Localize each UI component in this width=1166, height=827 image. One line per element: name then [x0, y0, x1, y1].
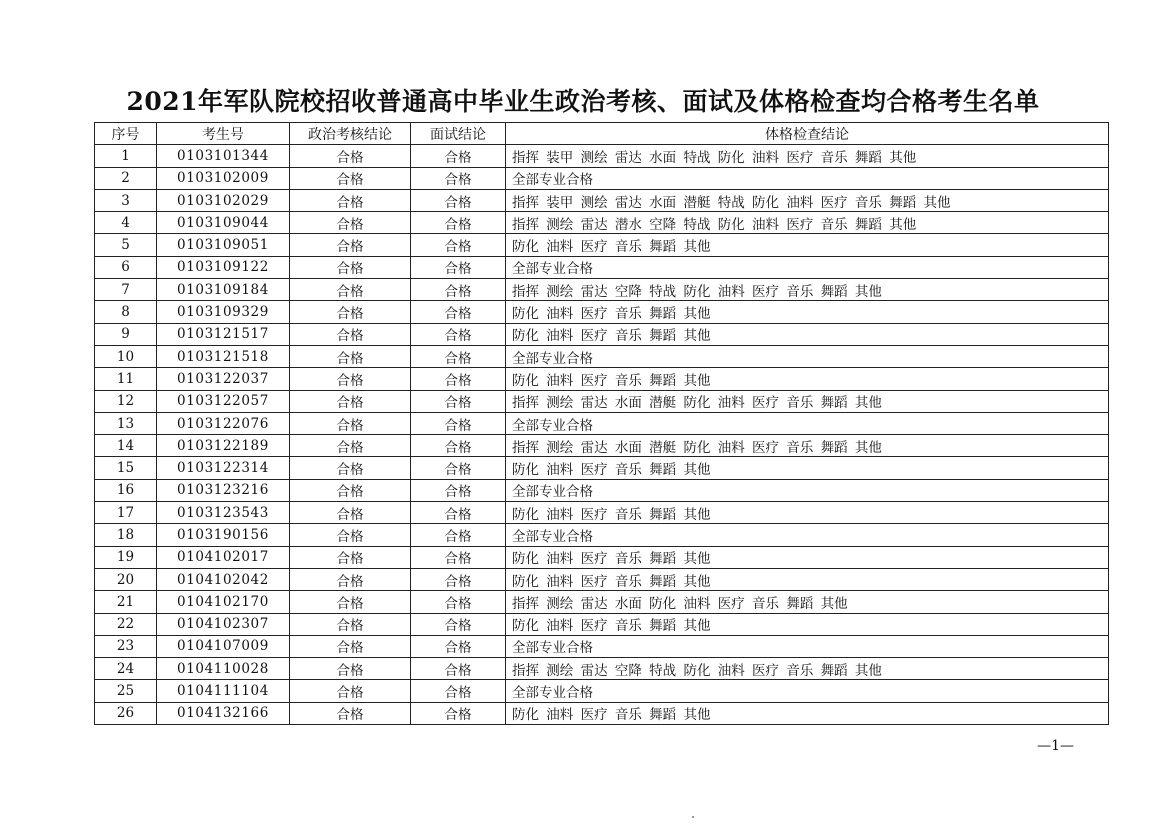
cell-seq: 7 [95, 279, 157, 301]
table-row [95, 345, 1109, 367]
cell-political: 合格 [290, 502, 411, 524]
cell-seq: 23 [95, 635, 157, 657]
table-row [95, 613, 1109, 635]
cell-political: 合格 [290, 568, 411, 590]
cell-seq: 25 [95, 680, 157, 702]
cell-seq: 24 [95, 658, 157, 680]
cell-interview: 合格 [411, 635, 506, 657]
cell-seq: 26 [95, 702, 157, 724]
cell-seq: 6 [95, 256, 157, 278]
cell-exam-id: 0103122189 [157, 435, 290, 457]
cell-physical: 全部专业合格 [506, 256, 1109, 278]
cell-exam-id: 0103109122 [157, 256, 290, 278]
cell-political: 合格 [290, 301, 411, 323]
cell-seq: 16 [95, 479, 157, 501]
cell-exam-id: 0104132166 [157, 702, 290, 724]
cell-interview: 合格 [411, 524, 506, 546]
cell-interview: 合格 [411, 457, 506, 479]
cell-exam-id: 0103122314 [157, 457, 290, 479]
header-exam-id: 考生号 [157, 123, 290, 145]
cell-seq: 2 [95, 167, 157, 189]
cell-exam-id: 0103109044 [157, 212, 290, 234]
scan-artifact-dot [692, 816, 694, 818]
cell-political: 合格 [290, 635, 411, 657]
cell-seq: 13 [95, 412, 157, 434]
cell-interview: 合格 [411, 234, 506, 256]
table-row [95, 591, 1109, 613]
cell-political: 合格 [290, 702, 411, 724]
table-row [95, 301, 1109, 323]
cell-physical: 指挥 装甲 测绘 雷达 水面 特战 防化 油料 医疗 音乐 舞蹈 其他 [506, 145, 1109, 167]
cell-interview: 合格 [411, 479, 506, 501]
cell-physical: 指挥 测绘 雷达 空降 特战 防化 油料 医疗 音乐 舞蹈 其他 [506, 279, 1109, 301]
cell-political: 合格 [290, 189, 411, 211]
cell-exam-id: 0103123543 [157, 502, 290, 524]
cell-interview: 合格 [411, 702, 506, 724]
table-row [95, 502, 1109, 524]
cell-political: 合格 [290, 345, 411, 367]
cell-physical: 防化 油料 医疗 音乐 舞蹈 其他 [506, 234, 1109, 256]
cell-exam-id: 0103102029 [157, 189, 290, 211]
cell-physical: 全部专业合格 [506, 479, 1109, 501]
table-row [95, 702, 1109, 724]
cell-interview: 合格 [411, 323, 506, 345]
cell-physical: 指挥 测绘 雷达 潜水 空降 特战 防化 油料 医疗 音乐 舞蹈 其他 [506, 212, 1109, 234]
table-row [95, 368, 1109, 390]
table-row [95, 680, 1109, 702]
cell-seq: 19 [95, 546, 157, 568]
cell-political: 合格 [290, 145, 411, 167]
cell-political: 合格 [290, 212, 411, 234]
table-row [95, 524, 1109, 546]
cell-political: 合格 [290, 435, 411, 457]
cell-political: 合格 [290, 546, 411, 568]
cell-interview: 合格 [411, 345, 506, 367]
cell-seq: 4 [95, 212, 157, 234]
header-physical: 体格检查结论 [506, 123, 1109, 145]
cell-interview: 合格 [411, 145, 506, 167]
cell-physical: 全部专业合格 [506, 167, 1109, 189]
header-interview: 面试结论 [411, 123, 506, 145]
cell-exam-id: 0103109051 [157, 234, 290, 256]
cell-seq: 14 [95, 435, 157, 457]
cell-exam-id: 0103101344 [157, 145, 290, 167]
table-row [95, 323, 1109, 345]
cell-political: 合格 [290, 680, 411, 702]
cell-physical: 全部专业合格 [506, 635, 1109, 657]
cell-interview: 合格 [411, 591, 506, 613]
candidate-table [94, 122, 1109, 725]
cell-exam-id: 0103123216 [157, 479, 290, 501]
cell-seq: 22 [95, 613, 157, 635]
cell-exam-id: 0104102170 [157, 591, 290, 613]
cell-interview: 合格 [411, 658, 506, 680]
cell-physical: 全部专业合格 [506, 524, 1109, 546]
cell-exam-id: 0103122037 [157, 368, 290, 390]
cell-interview: 合格 [411, 390, 506, 412]
table-row [95, 635, 1109, 657]
cell-exam-id: 0104111104 [157, 680, 290, 702]
cell-exam-id: 0103109329 [157, 301, 290, 323]
cell-seq: 9 [95, 323, 157, 345]
cell-physical: 指挥 测绘 雷达 水面 防化 油料 医疗 音乐 舞蹈 其他 [506, 591, 1109, 613]
cell-interview: 合格 [411, 502, 506, 524]
document-title: 2021年军队院校招收普通高中毕业生政治考核、面试及体格检查均合格考生名单 [126, 87, 1040, 116]
cell-political: 合格 [290, 457, 411, 479]
table-header-row [95, 123, 1109, 145]
cell-interview: 合格 [411, 301, 506, 323]
cell-political: 合格 [290, 479, 411, 501]
table-row [95, 212, 1109, 234]
cell-exam-id: 0104110028 [157, 658, 290, 680]
cell-seq: 20 [95, 568, 157, 590]
cell-seq: 1 [95, 145, 157, 167]
table-row [95, 435, 1109, 457]
table-row [95, 546, 1109, 568]
page-number: —1— [1037, 738, 1074, 754]
cell-interview: 合格 [411, 279, 506, 301]
cell-political: 合格 [290, 234, 411, 256]
table-row [95, 658, 1109, 680]
cell-interview: 合格 [411, 613, 506, 635]
cell-interview: 合格 [411, 546, 506, 568]
cell-physical: 防化 油料 医疗 音乐 舞蹈 其他 [506, 568, 1109, 590]
table-row [95, 412, 1109, 434]
cell-exam-id: 0103190156 [157, 524, 290, 546]
cell-exam-id: 0104107009 [157, 635, 290, 657]
cell-interview: 合格 [411, 368, 506, 390]
cell-political: 合格 [290, 658, 411, 680]
cell-interview: 合格 [411, 212, 506, 234]
cell-seq: 17 [95, 502, 157, 524]
table-row [95, 145, 1109, 167]
cell-political: 合格 [290, 524, 411, 546]
cell-physical: 防化 油料 医疗 音乐 舞蹈 其他 [506, 702, 1109, 724]
table-body [95, 145, 1109, 725]
cell-physical: 防化 油料 医疗 音乐 舞蹈 其他 [506, 546, 1109, 568]
cell-political: 合格 [290, 412, 411, 434]
cell-physical: 防化 油料 医疗 音乐 舞蹈 其他 [506, 368, 1109, 390]
cell-physical: 指挥 测绘 雷达 水面 潜艇 防化 油料 医疗 音乐 舞蹈 其他 [506, 390, 1109, 412]
cell-seq: 3 [95, 189, 157, 211]
cell-physical: 指挥 测绘 雷达 空降 特战 防化 油料 医疗 音乐 舞蹈 其他 [506, 658, 1109, 680]
cell-interview: 合格 [411, 256, 506, 278]
table-row [95, 457, 1109, 479]
cell-interview: 合格 [411, 680, 506, 702]
cell-interview: 合格 [411, 412, 506, 434]
cell-exam-id: 0103121517 [157, 323, 290, 345]
cell-physical: 防化 油料 医疗 音乐 舞蹈 其他 [506, 613, 1109, 635]
cell-political: 合格 [290, 390, 411, 412]
cell-physical: 防化 油料 医疗 音乐 舞蹈 其他 [506, 502, 1109, 524]
cell-exam-id: 0103109184 [157, 279, 290, 301]
cell-interview: 合格 [411, 568, 506, 590]
cell-political: 合格 [290, 613, 411, 635]
cell-political: 合格 [290, 323, 411, 345]
cell-physical: 全部专业合格 [506, 345, 1109, 367]
cell-exam-id: 0103122076 [157, 412, 290, 434]
cell-seq: 12 [95, 390, 157, 412]
table-row [95, 189, 1109, 211]
cell-interview: 合格 [411, 167, 506, 189]
cell-interview: 合格 [411, 189, 506, 211]
cell-physical: 全部专业合格 [506, 680, 1109, 702]
table-row [95, 256, 1109, 278]
cell-seq: 5 [95, 234, 157, 256]
cell-physical: 防化 油料 医疗 音乐 舞蹈 其他 [506, 323, 1109, 345]
table-row [95, 167, 1109, 189]
cell-political: 合格 [290, 279, 411, 301]
table-row [95, 568, 1109, 590]
cell-political: 合格 [290, 368, 411, 390]
cell-physical: 防化 油料 医疗 音乐 舞蹈 其他 [506, 301, 1109, 323]
cell-seq: 11 [95, 368, 157, 390]
cell-seq: 21 [95, 591, 157, 613]
cell-physical: 指挥 测绘 雷达 水面 潜艇 防化 油料 医疗 音乐 舞蹈 其他 [506, 435, 1109, 457]
header-seq: 序号 [95, 123, 157, 145]
cell-political: 合格 [290, 256, 411, 278]
cell-seq: 18 [95, 524, 157, 546]
header-political: 政治考核结论 [290, 123, 411, 145]
cell-exam-id: 0104102042 [157, 568, 290, 590]
cell-physical: 防化 油料 医疗 音乐 舞蹈 其他 [506, 457, 1109, 479]
table-row [95, 479, 1109, 501]
cell-interview: 合格 [411, 435, 506, 457]
cell-political: 合格 [290, 591, 411, 613]
cell-seq: 15 [95, 457, 157, 479]
cell-seq: 10 [95, 345, 157, 367]
cell-exam-id: 0103102009 [157, 167, 290, 189]
cell-exam-id: 0104102017 [157, 546, 290, 568]
cell-seq: 8 [95, 301, 157, 323]
table-row [95, 390, 1109, 412]
cell-exam-id: 0103121518 [157, 345, 290, 367]
table-row [95, 279, 1109, 301]
cell-physical: 指挥 装甲 测绘 雷达 水面 潜艇 特战 防化 油料 医疗 音乐 舞蹈 其他 [506, 189, 1109, 211]
cell-political: 合格 [290, 167, 411, 189]
cell-physical: 全部专业合格 [506, 412, 1109, 434]
cell-exam-id: 0103122057 [157, 390, 290, 412]
cell-exam-id: 0104102307 [157, 613, 290, 635]
table-row [95, 234, 1109, 256]
